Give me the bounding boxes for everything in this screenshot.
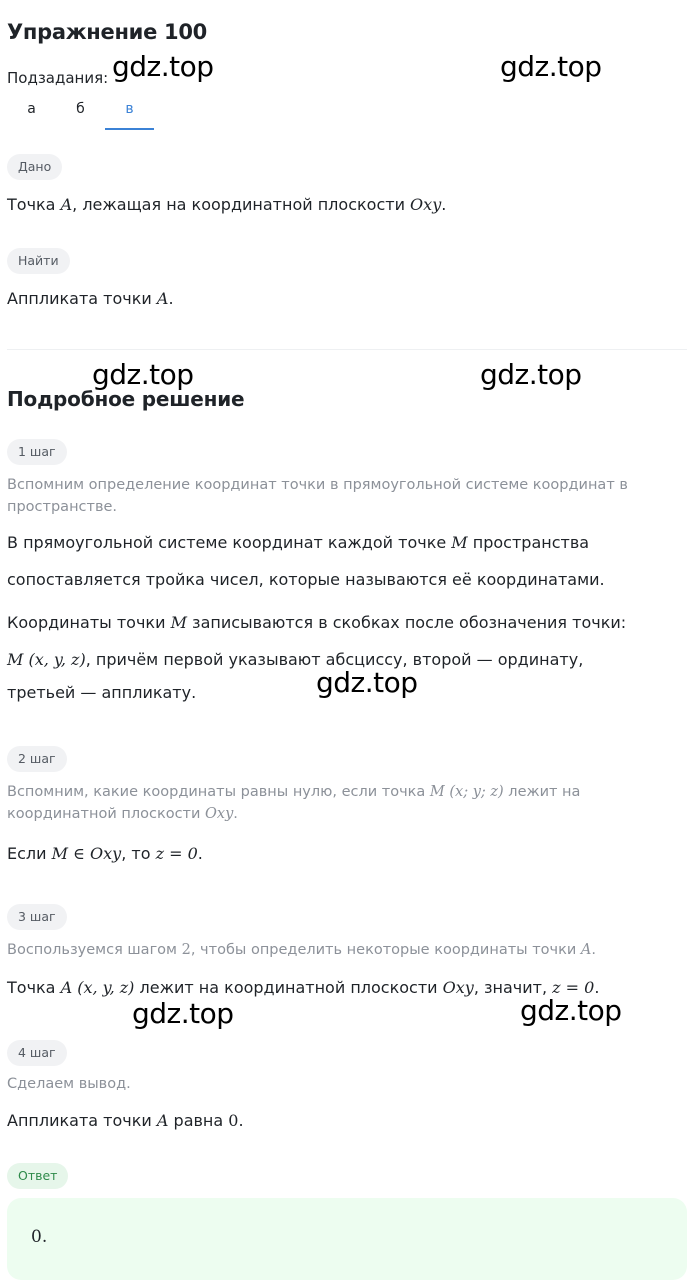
- step1-p1-pre: В прямоугольной системе координат каждой точке: [7, 533, 452, 552]
- step1-p2-line2: [7, 641, 677, 678]
- given-point: A: [60, 195, 73, 214]
- step2-text-mid: , то: [121, 844, 156, 863]
- step2-hint-pre: Вспомним, какие координаты равны нулю, если точка: [7, 784, 430, 800]
- watermark: gdz.top: [520, 994, 622, 1027]
- watermark: gdz.top: [132, 997, 234, 1030]
- step4-badge: 4 шаг: [7, 1040, 67, 1066]
- step2-hint-var: Oxy: [205, 806, 234, 822]
- step3-hint-num: 2: [181, 942, 191, 958]
- step2-hint: [7, 781, 647, 825]
- step1-p1-post: пространства: [467, 533, 590, 552]
- step2-formula2: z = 0: [155, 844, 198, 863]
- watermark: gdz.top: [112, 50, 214, 83]
- step3-hint: [7, 939, 647, 961]
- step1-formula-coords: (x, y, z): [28, 650, 86, 669]
- step3-badge: 3 шаг: [7, 904, 67, 930]
- step4-num: 0: [228, 1111, 239, 1130]
- step3-formula2: z = 0: [552, 978, 595, 997]
- step1-p2-line3: третьей — аппликату.: [7, 683, 197, 702]
- solution-heading: Подробное решение: [7, 387, 245, 411]
- step4-text-post: .: [238, 1111, 244, 1130]
- step2-text-post: .: [197, 844, 203, 863]
- step4-hint: Сделаем вывод.: [7, 1076, 131, 1092]
- step1-p2-var: M: [170, 613, 187, 632]
- tab-b[interactable]: б: [76, 101, 85, 117]
- step2-badge: 2 шаг: [7, 746, 67, 772]
- step3-formula: A (x, y, z): [60, 978, 135, 997]
- step2-hint-line2: [7, 803, 647, 825]
- given-text: [7, 195, 446, 215]
- step4-text-mid: равна: [168, 1111, 229, 1130]
- step1-p1-line2: сопоставляется тройка чисел, которые называются её координатами.: [7, 570, 605, 589]
- find-text-pre: Аппликата точки: [7, 289, 157, 308]
- step1-formula-m: M: [7, 650, 24, 669]
- subtasks-label: Подзадания:: [7, 69, 109, 87]
- step1-badge: 1 шаг: [7, 439, 67, 465]
- step2-formula: M ∈ Oxy: [51, 844, 122, 863]
- step1-p2-pre: Координаты точки: [7, 613, 171, 632]
- step1-p2-line2-post: , причём первой указывают абсциссу, второй — ординату,: [85, 650, 584, 669]
- step1-p1-line1: [7, 524, 677, 561]
- step3-hint-pre: Воспользуемся шагом: [7, 942, 182, 958]
- given-text-post: , лежащая на координатной плоскости: [72, 195, 411, 214]
- given-text-pre: Точка: [7, 195, 61, 214]
- step1-p2-line1: [7, 604, 677, 641]
- find-point: A: [156, 289, 169, 308]
- subtask-tabs: [7, 96, 154, 130]
- step4-var: A: [156, 1111, 169, 1130]
- step3-text-post: .: [594, 978, 600, 997]
- find-dot: .: [168, 289, 174, 308]
- answer-value: 0.: [31, 1227, 48, 1247]
- step2-hint-line2-pre: координатной плоскости: [7, 806, 206, 822]
- tab-a[interactable]: а: [27, 101, 36, 117]
- step4-text-pre: Аппликата точки: [7, 1111, 157, 1130]
- step3-plane: Oxy: [442, 978, 474, 997]
- step1-paragraph2: [7, 604, 677, 711]
- watermark: gdz.top: [316, 666, 418, 699]
- step1-p2-post: записываются в скобках после обозначения точки:: [186, 613, 627, 632]
- given-badge: Дано: [7, 154, 62, 180]
- step2-text-pre: Если: [7, 844, 52, 863]
- step4-text: [7, 1111, 244, 1131]
- step2-text: [7, 844, 203, 864]
- step2-hint-post: лежит на: [503, 784, 581, 800]
- step3-text-mid2: , значит,: [473, 978, 553, 997]
- watermark: gdz.top: [92, 358, 194, 391]
- step3-text-mid: лежит на координатной плоскости: [134, 978, 443, 997]
- exercise-title: Упражнение 100: [7, 20, 207, 44]
- step3-hint-var: A: [580, 942, 592, 958]
- section-divider: [7, 349, 687, 350]
- answer-box: [7, 1198, 687, 1280]
- find-badge: Найти: [7, 248, 70, 274]
- step3-text-pre: Точка: [7, 978, 61, 997]
- step3-hint-mid: , чтобы определить некоторые координаты точки: [190, 942, 581, 958]
- step2-hint-formula: M (x; y; z): [429, 784, 504, 800]
- find-text: [7, 289, 174, 309]
- step2-hint-line1: [7, 781, 647, 803]
- watermark: gdz.top: [500, 50, 602, 83]
- step3-text: [7, 978, 599, 998]
- step2-hint-line2-post: .: [233, 806, 238, 822]
- watermark: gdz.top: [480, 358, 582, 391]
- step1-paragraph1: [7, 524, 677, 598]
- step1-p1-var: M: [451, 533, 468, 552]
- tab-v[interactable]: в: [105, 96, 154, 130]
- answer-badge: Ответ: [7, 1163, 68, 1189]
- given-dot: .: [441, 195, 447, 214]
- step3-hint-post: .: [591, 942, 596, 958]
- step1-hint: Вспомним определение координат точки в прямоугольной системе координат в пространстве.: [7, 477, 628, 515]
- given-plane: Oxy: [410, 195, 442, 214]
